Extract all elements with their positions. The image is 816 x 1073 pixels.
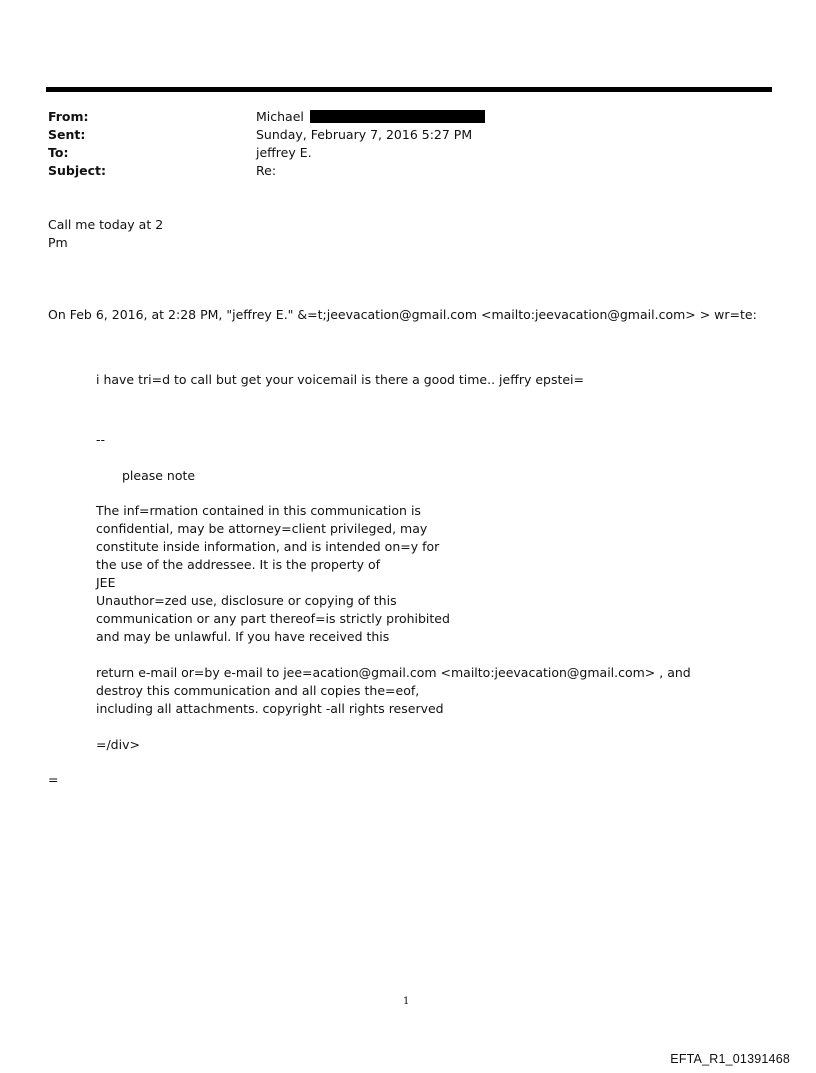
div-close: =/div> [96, 737, 140, 752]
from-label: From: [48, 109, 89, 124]
disclaimer-line: confidential, may be attorney=client privileged, may [96, 521, 428, 536]
disclaimer-line: The inf=rmation contained in this communication is [96, 503, 421, 518]
from-name: Michael [256, 109, 304, 124]
return-line: return e-mail or=by e-mail to jee=acation@gmail.com <mailto:jeevacation@gmail.com> , and [96, 665, 691, 680]
from-row [48, 108, 768, 126]
disclaimer-line: the use of the addressee. It is the property of [96, 557, 381, 572]
subject-row [48, 162, 768, 180]
page-number: 1 [403, 996, 410, 1007]
sent-row [48, 126, 768, 144]
disclaimer-line: constitute inside information, and is intended on=y for [96, 539, 440, 554]
redaction-bar [310, 110, 485, 123]
please-note: please note [122, 468, 196, 483]
sent-value: Sunday, February 7, 2016 5:27 PM [256, 127, 473, 142]
disclaimer-line: Unauthor=zed use, disclosure or copying of this [96, 593, 397, 608]
disclaimer-line: JEE [96, 575, 116, 590]
quote-attribution: On Feb 6, 2016, at 2:28 PM, "jeffrey E." &=t;jeevacation@gmail.com <mailto:jeevacation@gmail.com> > wr=te: [48, 307, 757, 322]
subject-value: Re: [256, 163, 277, 178]
header-rule [46, 87, 772, 92]
signature-separator: -- [96, 432, 106, 447]
subject-label: Subject: [48, 163, 106, 178]
trailing-equals: = [48, 772, 59, 787]
to-label: To: [48, 145, 69, 160]
to-row [48, 144, 768, 162]
quoted-message: i have tri=d to call but get your voicemail is there a good time.. jeffry epstei= [96, 372, 585, 387]
disclaimer-line: and may be unlawful. If you have received this [96, 629, 390, 644]
from-value [256, 108, 485, 126]
disclaimer-line: communication or any part thereof=is strictly prohibited [96, 611, 450, 626]
return-line: including all attachments. copyright -all rights reserved [96, 701, 444, 716]
sent-label: Sent: [48, 127, 86, 142]
reply-line-2: Pm [48, 235, 68, 250]
reply-line-1: Call me today at 2 [48, 217, 164, 232]
bates-number: EFTA_R1_01391468 [670, 1052, 790, 1066]
to-value: jeffrey E. [256, 145, 312, 160]
return-line: destroy this communication and all copies the=eof, [96, 683, 420, 698]
